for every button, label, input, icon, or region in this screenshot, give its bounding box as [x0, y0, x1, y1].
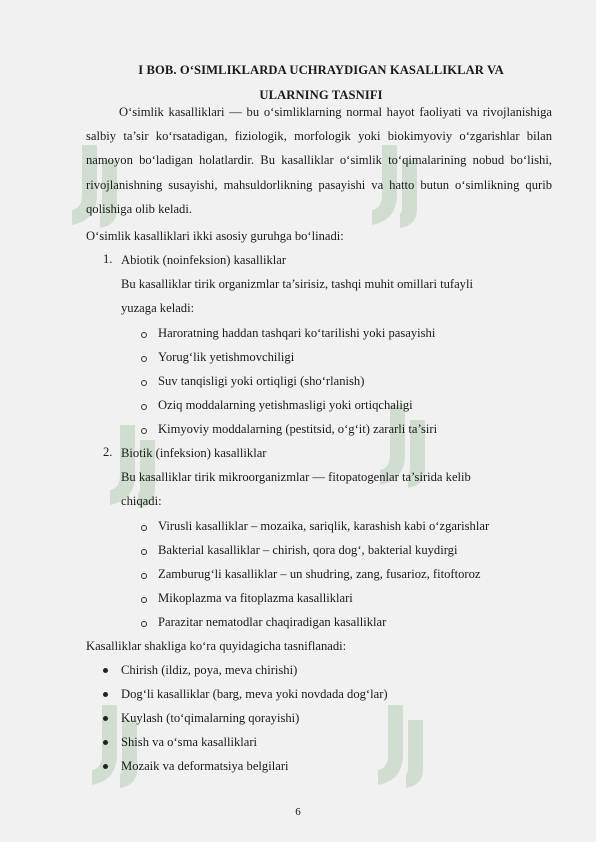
- group-2-heading: Biotik (infeksion) kasalliklar: [121, 446, 267, 460]
- list-bullet-dot: [103, 716, 108, 721]
- list-bullet-circle: [141, 380, 147, 386]
- list-item: Kuylash (to‘qimalarning qorayishi): [121, 711, 300, 725]
- intro-paragraph: [86, 100, 552, 221]
- list-item: Oziq moddalarning yetishmasligi yoki ortiqchaligi: [158, 398, 413, 412]
- group-2-desc-line-1: Bu kasalliklar tirik mikroorganizmlar — fitopatogenlar ta’sirida kelib: [121, 470, 471, 484]
- list-item: Suv tanqisligi yoki ortiqligi (sho‘rlanish): [158, 374, 365, 388]
- group-1-desc-line-2: yuzaga keladi:: [121, 301, 195, 315]
- group-1-number: 1.: [103, 252, 113, 266]
- list-bullet-circle: [141, 597, 147, 603]
- group-1-heading: Abiotik (noinfeksion) kasalliklar: [121, 253, 287, 267]
- chapter-title-line-1: I BOB. O‘SIMLIKLARDA UCHRAYDIGAN KASALLIKLAR VA: [138, 63, 504, 77]
- list-bullet-circle: [141, 356, 147, 362]
- shape-sentence: Kasalliklar shakliga ko‘ra quyidagicha tasniflanadi:: [86, 639, 347, 653]
- list-bullet-circle: [141, 428, 147, 434]
- list-item: Mozaik va deformatsiya belgilari: [121, 759, 289, 773]
- group-1-desc-line-1: Bu kasalliklar tirik organizmlar ta’sirisiz, tashqi muhit omillari tufayli: [121, 277, 473, 291]
- list-item: Chirish (ildiz, poya, meva chirishi): [121, 663, 298, 677]
- groups-sentence: O‘simlik kasalliklari ikki asosiy guruhga bo‘linadi:: [86, 229, 344, 243]
- list-item: Shish va o‘sma kasalliklari: [121, 735, 258, 749]
- list-bullet-circle: [141, 332, 147, 338]
- watermark-logo: [368, 700, 438, 790]
- chapter-title-line-2: ULARNING TASNIFI: [259, 87, 383, 102]
- list-item: Kimyoviy moddalarning (pestitsid, o‘g‘it) zararli ta’siri: [158, 422, 438, 436]
- list-item: Mikoplazma va fitoplazma kasalliklari: [158, 591, 353, 605]
- list-item: Parazitar nematodlar chaqiradigan kasalliklar: [158, 615, 387, 629]
- list-item: Haroratning haddan tashqari ko‘tarilishi yoki pasayishi: [158, 326, 436, 340]
- list-item: Zamburug‘li kasalliklar – un shudring, zang, fusarioz, fitoftoroz: [158, 567, 481, 581]
- list-bullet-circle: [141, 404, 147, 410]
- list-bullet-circle: [141, 525, 147, 531]
- list-item: Bakterial kasalliklar – chirish, qora dog‘, bakterial kuydirgi: [158, 543, 458, 557]
- intro-text: O‘simlik kasalliklari — bu o‘simliklarning normal hayot faoliyati va rivojlanishiga salbiy ta’sir ko‘rsatadigan, fiziologik, morfologik yoki biokimyoviy o‘zgarishlar bilan namoyon bo‘ladigan holatlardir. Bu kasalliklar o‘simlik to‘qimalarining nobud bo‘lishi, rivojlanishning susayishi, mahsuldorlikning pasayishi va hatto butun o‘simlikning qurib qolishiga olib keladi.: [86, 105, 552, 216]
- list-bullet-dot: [103, 764, 108, 769]
- page-number: 6: [295, 806, 301, 818]
- list-item: Virusli kasalliklar – mozaika, sariqlik, karashish kabi o‘zgarishlar: [158, 519, 490, 533]
- list-bullet-circle: [141, 549, 147, 555]
- list-bullet-circle: [141, 573, 147, 579]
- list-bullet-dot: [103, 668, 108, 673]
- list-item: Yorug‘lik yetishmovchiligi: [158, 350, 295, 364]
- list-bullet-dot: [103, 740, 108, 745]
- list-bullet-circle: [141, 621, 147, 627]
- group-2-desc-line-2: chiqadi:: [121, 494, 162, 508]
- group-2-number: 2.: [103, 445, 113, 459]
- list-item: Dog‘li kasalliklar (barg, meva yoki novdada dog‘lar): [121, 687, 388, 701]
- list-bullet-dot: [103, 692, 108, 697]
